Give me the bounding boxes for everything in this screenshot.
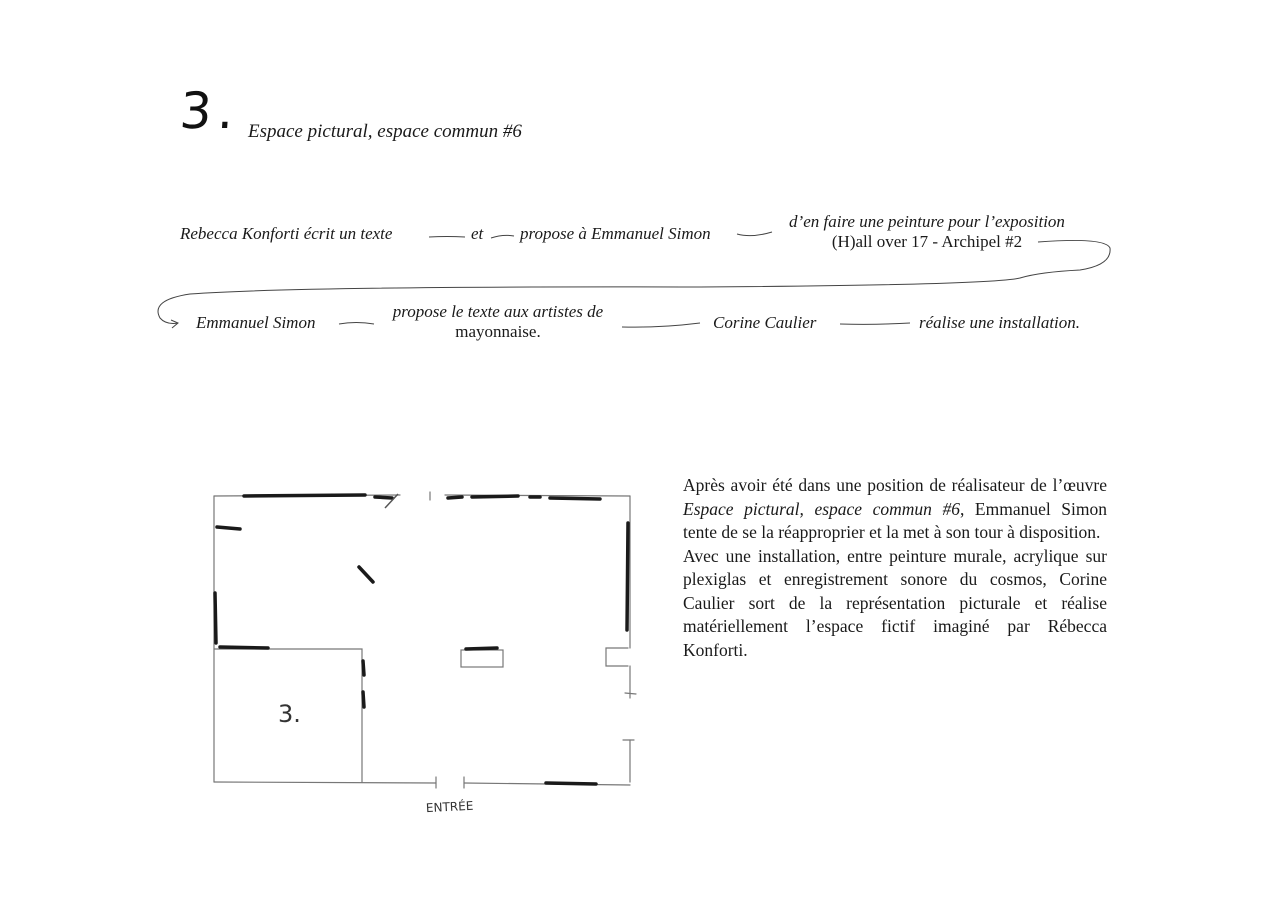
floor-plan	[200, 478, 650, 828]
flow-step-peinture	[776, 212, 1078, 252]
description-paragraph-2: Avec une installation, entre peinture murale, acrylique sur plexiglas et enregistrement sonore du cosmos, Corine Caulier sort de la représentation picturale et réalise matériellement l’espace fictif imaginé par Rébecca Konforti.	[683, 545, 1107, 660]
flow-step-konforti: Rebecca Konforti écrit un texte	[180, 224, 393, 243]
section-number: 3.	[177, 82, 242, 140]
connector-2	[491, 235, 514, 238]
flow-step-peinture-line1: d’en faire une peinture pour l’exposition	[789, 212, 1065, 231]
section-title: Espace pictural, espace commun #6	[248, 121, 522, 142]
connector-3	[737, 232, 772, 236]
flow-step-installation: réalise une installation.	[919, 313, 1081, 332]
flow-step-mayonnaise-line1: propose le texte aux artistes de	[392, 302, 604, 321]
flow-step-et: et	[471, 224, 484, 243]
flow-step-peinture-line2: (H)all over 17 - Archipel #2	[831, 232, 1023, 251]
wrap-connector	[158, 240, 1110, 323]
paragraph-1-work-title: Espace pictural, espace commun #6	[683, 498, 960, 519]
wrap-arrow	[171, 320, 178, 328]
paragraph-1-end: , Emmanuel Simon tente de se la réapproprier et la met à son tour à disposition.	[683, 498, 1107, 542]
entrance-label: ENTRÉE	[425, 798, 474, 816]
connector-5	[622, 323, 700, 327]
flow-step-mayonnaise-line2: mayonnaise.	[455, 322, 541, 341]
description-paragraph-1	[683, 474, 1107, 545]
connector-6	[840, 323, 910, 324]
room-label: 3.	[278, 700, 301, 728]
description-text	[683, 474, 1107, 662]
paragraph-1-start: Après avoir été dans une position de réalisateur de l’œuvre	[683, 475, 1107, 495]
flow-step-propose: propose à Emmanuel Simon	[520, 224, 711, 243]
flow-step-caulier: Corine Caulier	[713, 313, 817, 332]
connector-4	[339, 323, 374, 325]
flow-step-mayonnaise	[382, 302, 614, 342]
connector-1	[429, 237, 465, 238]
flow-step-simon: Emmanuel Simon	[196, 313, 316, 332]
